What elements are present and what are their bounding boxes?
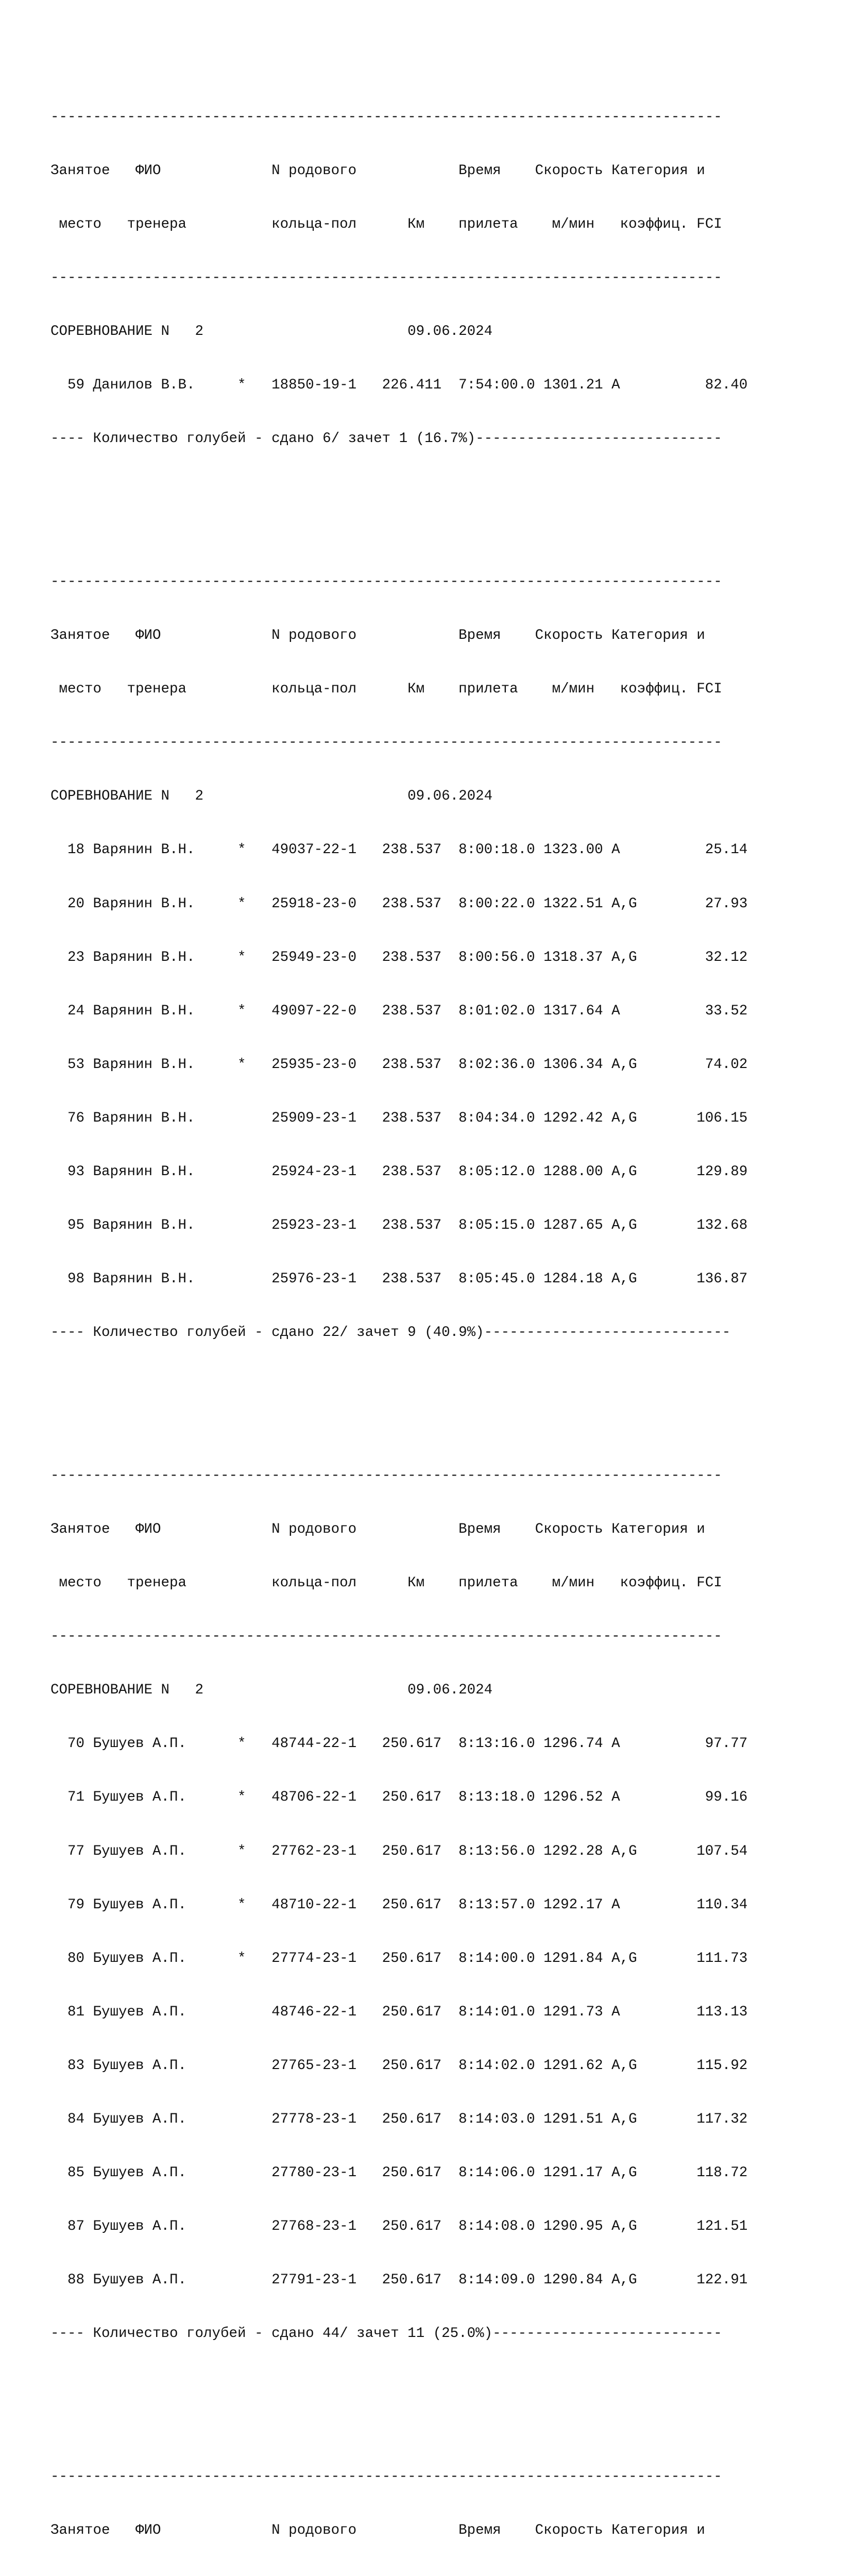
result-row: 18 Варянин В.Н. * 49037-22-1 238.537 8:00:18.0 1323.00 A 25.14: [50, 842, 748, 858]
column-header-line-1: Занятое ФИО N родового Время Скорость Категория и: [50, 1521, 705, 1537]
separator-line: -------------------------------------------------------------------------------: [50, 270, 722, 286]
separator-line: -------------------------------------------------------------------------------: [50, 573, 722, 590]
column-header-line-2: место тренера кольца-пол Км прилета м/мин коэффиц. FCI: [50, 681, 722, 698]
competition-title: СОРЕВНОВАНИЕ N 2 09.06.2024: [50, 1682, 493, 1699]
result-row: 20 Варянин В.Н. * 25918-23-0 238.537 8:00:22.0 1322.51 A,G 27.93: [50, 895, 748, 912]
result-row: 23 Варянин В.Н. * 25949-23-0 238.537 8:00:56.0 1318.37 A,G 32.12: [50, 949, 748, 965]
result-row: 98 Варянин В.Н. 25976-23-1 238.537 8:05:45.0 1284.18 A,G 136.87: [50, 1271, 748, 1287]
result-row: 93 Варянин В.Н. 25924-23-1 238.537 8:05:12.0 1288.00 A,G 129.89: [50, 1164, 748, 1180]
column-header-line-1: Занятое ФИО N родового Время Скорость Категория и: [50, 162, 705, 179]
results-printout: [50, 37, 747, 2576]
result-row: 84 Бушуев А.П. 27778-23-1 250.617 8:14:03.0 1291.51 A,G 117.32: [50, 2111, 748, 2128]
results-section: [50, 73, 747, 484]
summary-line: ---- Количество голубей - сдано 22/ зачет 9 (40.9%)-----------------------------: [50, 1325, 731, 1341]
separator-line: -------------------------------------------------------------------------------: [50, 2469, 722, 2485]
result-row: 80 Бушуев А.П. * 27774-23-1 250.617 8:14:00.0 1291.84 A,G 111.73: [50, 1950, 748, 1967]
competition-title: СОРЕВНОВАНИЕ N 2 09.06.2024: [50, 324, 493, 340]
column-header-line-1: Занятое ФИО N родового Время Скорость Категория и: [50, 2522, 705, 2539]
result-row: 79 Бушуев А.П. * 48710-22-1 250.617 8:13:57.0 1292.17 A 110.34: [50, 1896, 748, 1913]
result-row: 85 Бушуев А.П. 27780-23-1 250.617 8:14:06.0 1291.17 A,G 118.72: [50, 2165, 748, 2181]
column-header-line-1: Занятое ФИО N родового Время Скорость Категория и: [50, 628, 705, 644]
summary-line: ---- Количество голубей - сдано 44/ зачет 11 (25.0%)---------------------------: [50, 2326, 722, 2342]
separator-line: -------------------------------------------------------------------------------: [50, 109, 722, 125]
column-header-line-2: место тренера кольца-пол Км прилета м/мин коэффиц. FCI: [50, 1575, 722, 1591]
result-row: 77 Бушуев А.П. * 27762-23-1 250.617 8:13:56.0 1292.28 A,G 107.54: [50, 1843, 748, 1859]
results-section: [50, 538, 747, 1378]
result-row: 88 Бушуев А.П. 27791-23-1 250.617 8:14:09.0 1290.84 A,G 122.91: [50, 2272, 748, 2289]
separator-line: -------------------------------------------------------------------------------: [50, 1467, 722, 1484]
separator-line: -------------------------------------------------------------------------------: [50, 735, 722, 751]
results-section: [50, 1432, 747, 2379]
result-row: 76 Варянин В.Н. 25909-23-1 238.537 8:04:34.0 1292.42 A,G 106.15: [50, 1110, 748, 1126]
separator-line: -------------------------------------------------------------------------------: [50, 1629, 722, 1645]
result-row: 81 Бушуев А.П. 48746-22-1 250.617 8:14:01.0 1291.73 A 113.13: [50, 2004, 748, 2020]
result-row: 70 Бушуев А.П. * 48744-22-1 250.617 8:13:16.0 1296.74 A 97.77: [50, 1736, 748, 1752]
result-row: 87 Бушуев А.П. 27768-23-1 250.617 8:14:08.0 1290.95 A,G 121.51: [50, 2218, 748, 2235]
result-row: 53 Варянин В.Н. * 25935-23-0 238.537 8:02:36.0 1306.34 A,G 74.02: [50, 1056, 748, 1073]
column-header-line-2: место тренера кольца-пол Км прилета м/мин коэффиц. FCI: [50, 216, 722, 232]
result-row: 95 Варянин В.Н. 25923-23-1 238.537 8:05:15.0 1287.65 A,G 132.68: [50, 1217, 748, 1234]
competition-title: СОРЕВНОВАНИЕ N 2 09.06.2024: [50, 788, 493, 805]
result-row: 83 Бушуев А.П. 27765-23-1 250.617 8:14:02.0 1291.62 A,G 115.92: [50, 2057, 748, 2074]
result-row: 24 Варянин В.Н. * 49097-22-0 238.537 8:01:02.0 1317.64 A 33.52: [50, 1003, 748, 1019]
results-section: [50, 2433, 747, 2576]
result-row: 59 Данилов В.В. * 18850-19-1 226.411 7:54:00.0 1301.21 A 82.40: [50, 377, 748, 394]
summary-line: ---- Количество голубей - сдано 6/ зачет 1 (16.7%)-----------------------------: [50, 431, 722, 447]
result-row: 71 Бушуев А.П. * 48706-22-1 250.617 8:13:18.0 1296.52 A 99.16: [50, 1789, 748, 1806]
